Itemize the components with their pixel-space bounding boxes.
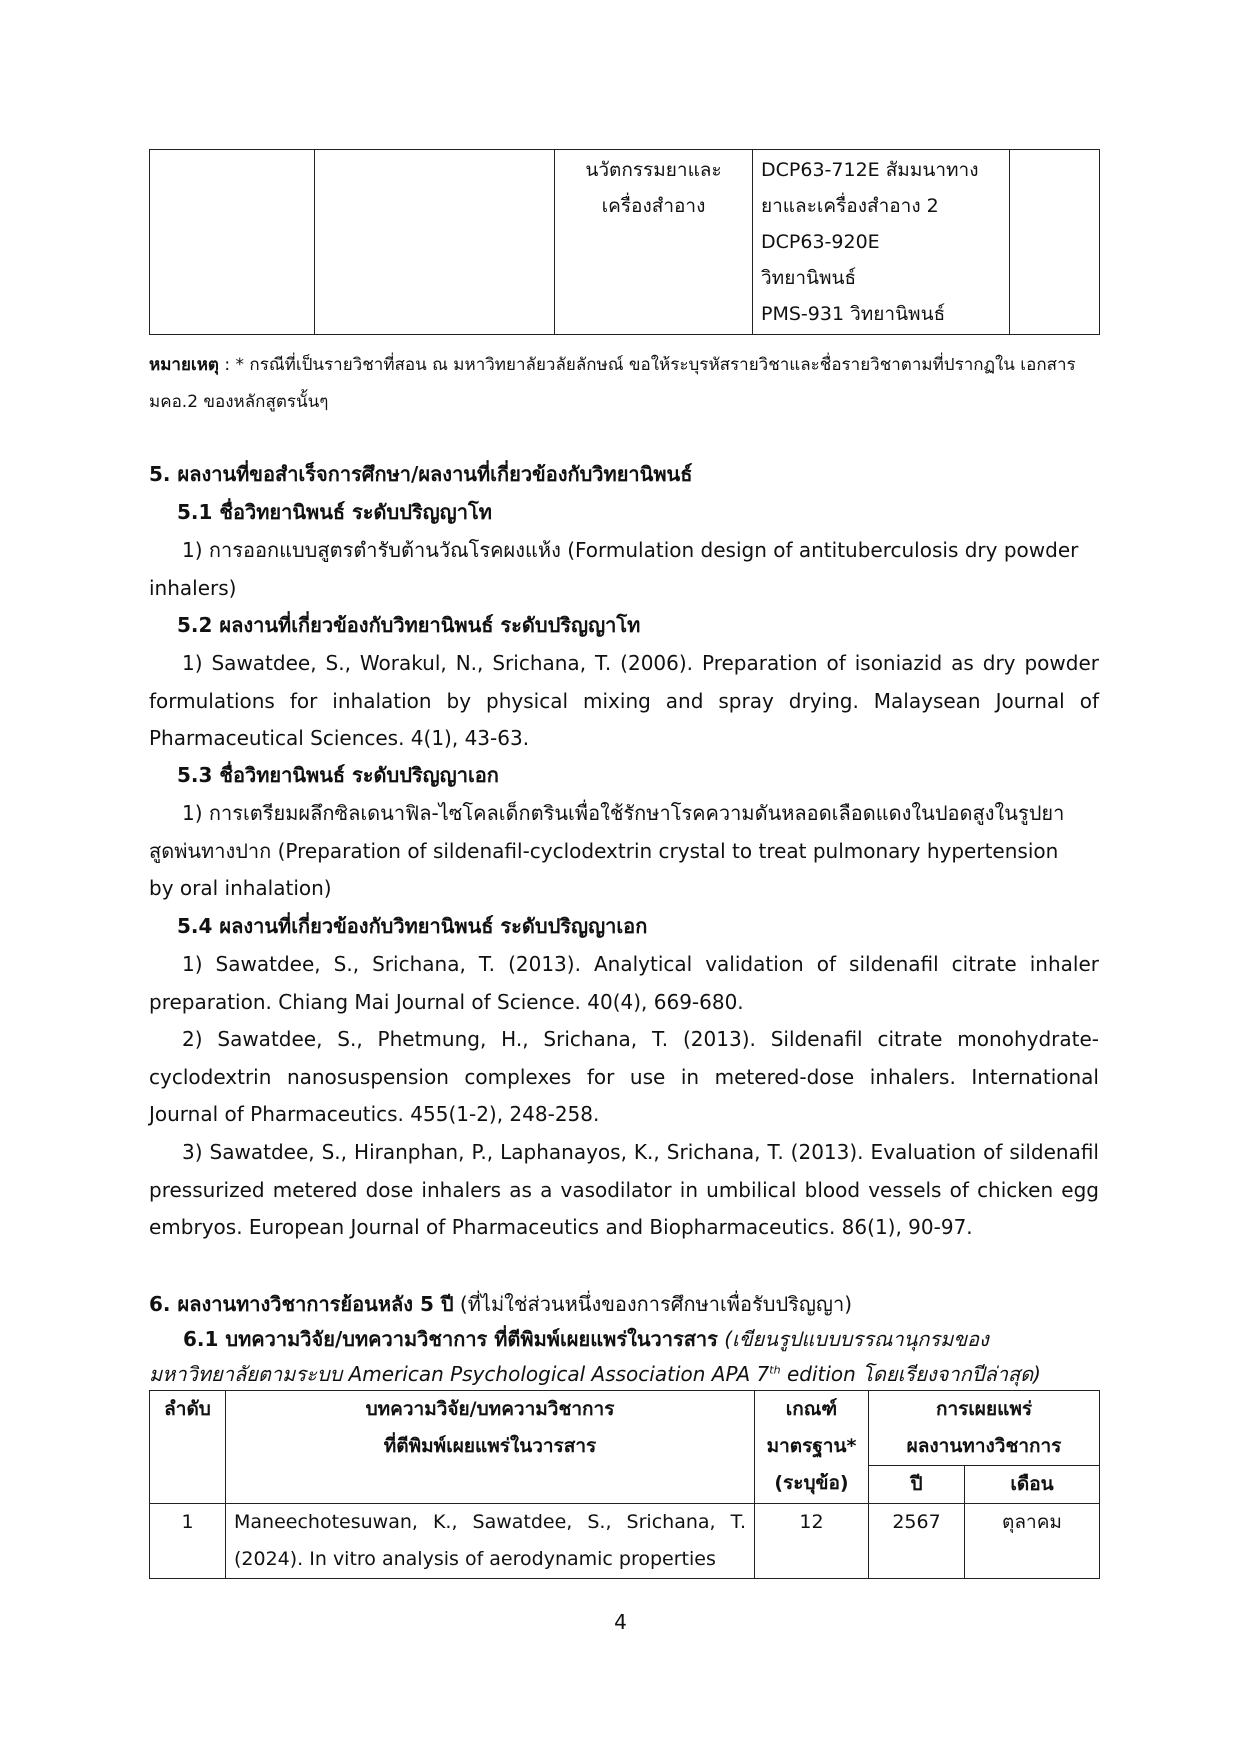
masters-publication: 1) Sawatdee, S., Worakul, N., Srichana, T. (2006). Preparation of isoniazid as dry powder formulations for inhalation by physical mixing and spray drying. Malaysean Journal of Pharmaceutical Sciences. 4(1), 43-63.	[149, 651, 1099, 750]
page-number: 4	[614, 1610, 627, 1634]
course-line: วิทยานิพนธ์	[761, 267, 857, 289]
course-line: DCP63-712E สัมมนาทาง	[761, 159, 979, 181]
table-cell-empty	[150, 150, 315, 335]
header-publication-2: ผลงานทางวิชาการ	[869, 1428, 1100, 1466]
header-publication	[869, 1391, 1100, 1429]
section-6-subtitle: (ที่ไม่ใช่ส่วนหนึ่งของการศึกษาเพื่อรับปริญญา)	[453, 1292, 852, 1316]
header-article-line: บทความวิจัย/บทความวิชาการ	[365, 1398, 615, 1420]
header-criteria	[755, 1391, 869, 1504]
program-line: เครื่องสำอาง	[601, 195, 706, 217]
section-5-2-heading: 5.2 ผลงานที่เกี่ยวข้องกับวิทยานิพนธ์ ระดับปริญญาโท	[177, 613, 641, 637]
note-label: หมายเหตุ	[149, 355, 219, 375]
table-row	[150, 1504, 1100, 1579]
section-5-4-heading: 5.4 ผลงานที่เกี่ยวข้องกับวิทยานิพนธ์ ระดับปริญญาเอก	[177, 914, 648, 938]
header-criteria-line: มาตรฐาน*	[766, 1435, 857, 1457]
note-text: : * กรณีที่เป็นรายวิชาที่สอน ณ มหาวิทยาลัยวลัยลักษณ์ ขอให้ระบุรหัสรายวิชาและชื่อรายวิชาตามที่ปรากฏใน เอกสาร มคอ.2 ของหลักสูตรนั้นๆ	[149, 355, 1076, 412]
course-line: PMS-931 วิทยานิพนธ์	[761, 303, 946, 325]
teaching-table	[149, 149, 1100, 335]
doctoral-publication-3: 3) Sawatdee, S., Hiranphan, P., Laphanayos, K., Srichana, T. (2013). Evaluation of sildenafil pressurized metered dose inhalers as a vasodilator in umbilical blood vessels of chicken egg embryos. European Journal of Pharmaceutics and Biopharmaceutics. 86(1), 90-97.	[149, 1140, 1099, 1239]
table-row	[150, 150, 1100, 335]
program-cell	[555, 150, 753, 335]
table-note	[149, 347, 1099, 421]
header-article-line: ที่ตีพิมพ์เผยแพร่ในวารสาร	[383, 1435, 597, 1457]
section-6-1-note-line	[149, 1356, 1041, 1392]
section-5-3-heading: 5.3 ชื่อวิทยานิพนธ์ ระดับปริญญาเอก	[177, 763, 499, 787]
row-article: Maneechotesuwan, K., Sawatdee, S., Srichana, T. (2024). In vitro analysis of aerodynamic properties	[226, 1504, 755, 1579]
doctoral-publication-2: 2) Sawatdee, S., Phetmung, H., Srichana, T. (2013). Sildenafil citrate monohydrate-cyclodextrin nanosuspension complexes for use in metered-dose inhalers. International Journal of Pharmaceutics. 455(1-2), 248-258.	[149, 1027, 1099, 1126]
table-cell-empty	[1010, 150, 1100, 335]
table-cell-empty	[315, 150, 555, 335]
section-5-1-heading: 5.1 ชื่อวิทยานิพนธ์ ระดับปริญญาโท	[177, 500, 492, 524]
thesis-title-line: by oral inhalation)	[149, 876, 332, 900]
row-month: ตุลาคม	[965, 1504, 1100, 1579]
section-5-heading: 5. ผลงานที่ขอสำเร็จการศึกษา/ผลงานที่เกี่ยวข้องกับวิทยานิพนธ์	[149, 462, 693, 486]
header-no: ลำดับ	[150, 1391, 226, 1504]
thesis-title-doctoral	[149, 795, 1099, 908]
doctoral-publication-1: 1) Sawatdee, S., Srichana, T. (2013). Analytical validation of sildenafil citrate inhaler preparation. Chiang Mai Journal of Science. 40(4), 669-680.	[149, 952, 1099, 1014]
row-no: 1	[150, 1504, 226, 1579]
section-6-title: 6. ผลงานทางวิชาการย้อนหลัง 5 ปี	[149, 1292, 454, 1316]
section-6-1-note: (เขียนรูปแบบบรรณานุกรมของ	[717, 1327, 989, 1351]
header-criteria-line: เกณฑ์	[785, 1398, 838, 1420]
header-article	[226, 1391, 755, 1504]
thesis-title-masters: 1) การออกแบบสูตรตำรับต้านวัณโรคผงแห้ง (Formulation design of antituberculosis dry powder inhalers)	[149, 538, 1079, 600]
course-cell	[753, 150, 1010, 335]
section-6-1-heading	[183, 1321, 989, 1357]
apa-note-end: edition โดยเรียงจากปีล่าสุด)	[780, 1362, 1041, 1386]
course-line: ยาและเครื่องสำอาง 2	[761, 195, 939, 217]
row-criteria: 12	[755, 1504, 869, 1579]
course-line: DCP63-920E	[761, 231, 880, 253]
section-6-1-title: 6.1 บทความวิจัย/บทความวิชาการ ที่ตีพิมพ์เผยแพร่ในวารสาร	[183, 1327, 718, 1351]
apa-note-sup: th	[769, 1363, 781, 1377]
apa-note: มหาวิทยาลัยตามระบบ American Psychological Association APA 7	[149, 1362, 770, 1386]
header-publication-line: การเผยแพร่	[935, 1398, 1033, 1420]
section-6-heading	[149, 1286, 852, 1322]
header-month: เดือน	[965, 1466, 1100, 1504]
publication-table	[149, 1390, 1100, 1579]
table-header-row	[150, 1391, 1100, 1429]
thesis-title-line: 1) การเตรียมผลึกซิลเดนาฟิล-ไซโคลเด็กตรินเพื่อใช้รักษาโรคความดันหลอดเลือดแดงในปอดสูงในรูปยา	[182, 801, 1065, 825]
program-line: นวัตกรรมยาและ	[585, 159, 722, 181]
row-year: 2567	[869, 1504, 965, 1579]
header-year: ปี	[869, 1466, 965, 1504]
thesis-title-line: สูดพ่นทางปาก (Preparation of sildenafil-cyclodextrin crystal to treat pulmonary hypertension	[149, 838, 1059, 863]
header-criteria-line: (ระบุข้อ)	[774, 1472, 849, 1494]
